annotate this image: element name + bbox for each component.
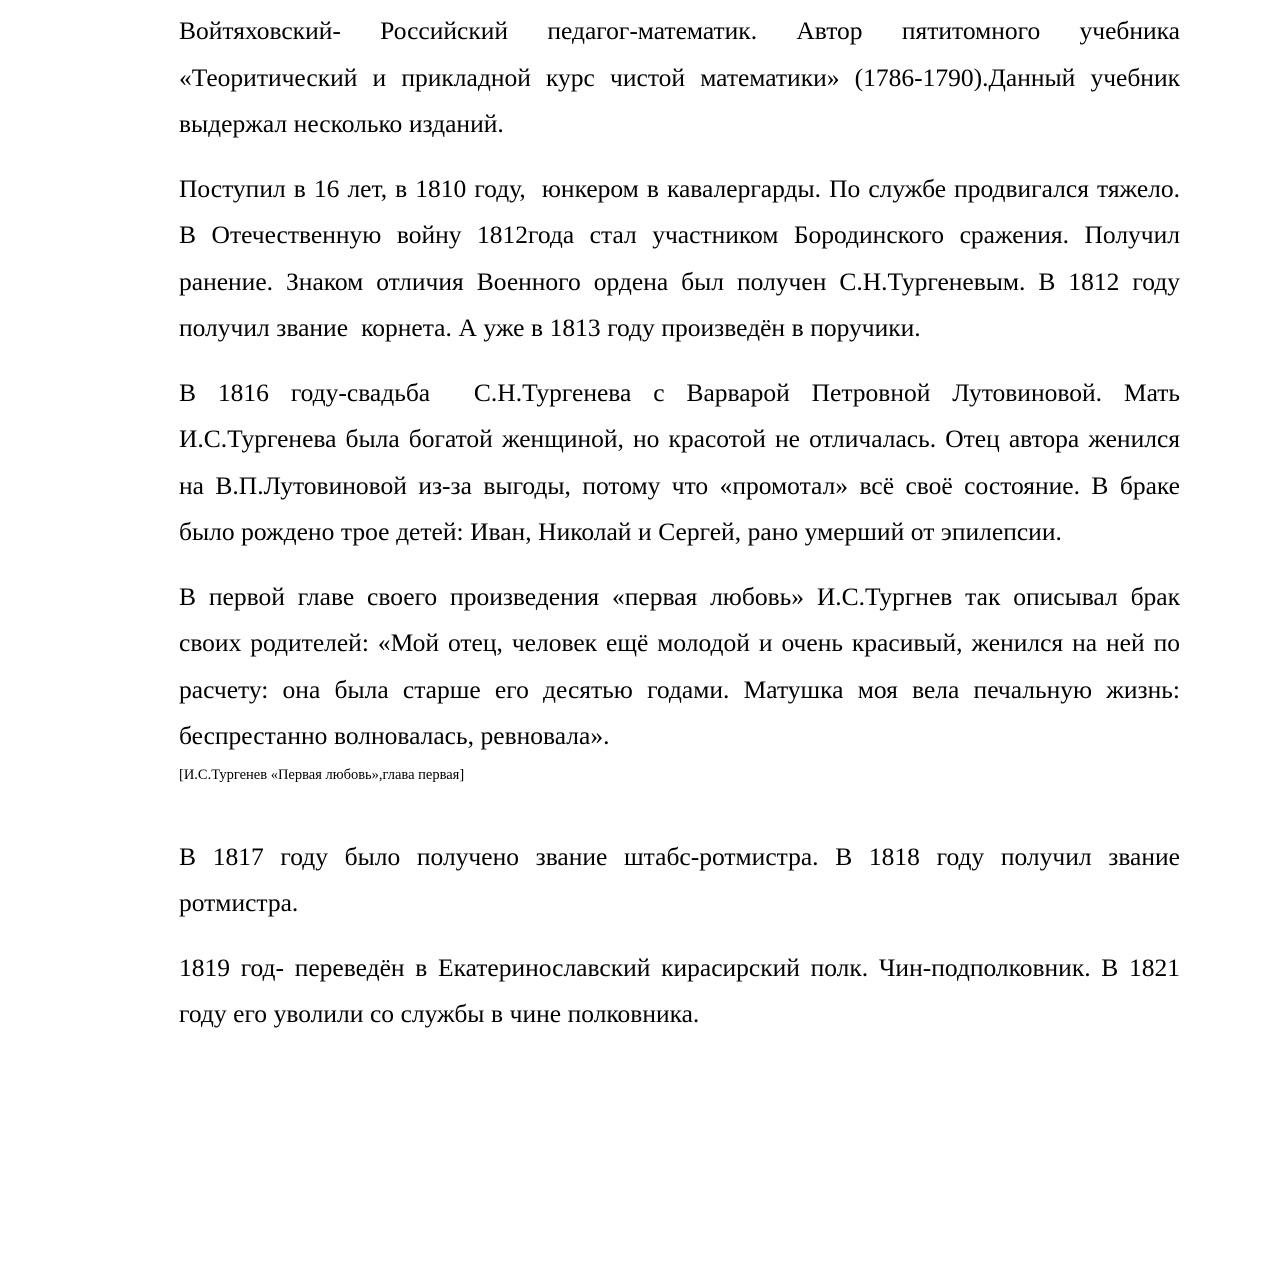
paragraph-transfer-1819: 1819 год- переведён в Екатеринославский кирасирский полк. Чин-подполковник. В 1821 году его уволили со службы в чине полковника. bbox=[179, 952, 1187, 1028]
paragraph-marriage-1816: В 1816 году-свадьба С.Н.Тургенева с Варварой Петровной Лутовиновой. Мать И.С.Тургенева была богатой женщиной, но красотой не отличалась. Отец автора женился на В.П.Лутовиновой из-за выгоды, потому что «промотал» всё своё состояние. В браке было рождено трое детей: Иван, Николай и Сергей, рано умерший от эпилепсии. bbox=[179, 377, 1187, 546]
paragraph-voytyahovskiy: Войтяховский- Российский педагог-математик. Автор пятитомного учебника «Теоритический и прикладной курс чистой математики» (1786-1790).Данный учебник выдержал несколько изданий. bbox=[179, 16, 1187, 138]
citation-source: [И.С.Тургенев «Первая любовь»,глава первая] bbox=[179, 766, 465, 783]
paragraph-rank-1817: В 1817 году было получено звание штабс-ротмистра. В 1818 году получил звание ротмистра. bbox=[179, 841, 1187, 917]
paragraph-service-1810: Поступил в 16 лет, в 1810 году, юнкером в кавалергарды. По службе продвигался тяжело. В Отечественную войну 1812года стал участником Бородинского сражения. Получил ранение. Знаком отличия Военного ордена был получен С.Н.Тургеневым. В 1812 году получил звание корнета. А уже в 1813 году произведён в поручики. bbox=[179, 173, 1187, 342]
paragraph-first-love-quote: В первой главе своего произведения «первая любовь» И.С.Тургнев так описывал брак своих родителей: «Мой отец, человек ещё молодой и очень красивый, женился на ней по расчету: она была старше его десятью годами. Матушка моя вела печальную жизнь: беспрестанно волновалась, ревновала». bbox=[179, 581, 1187, 750]
